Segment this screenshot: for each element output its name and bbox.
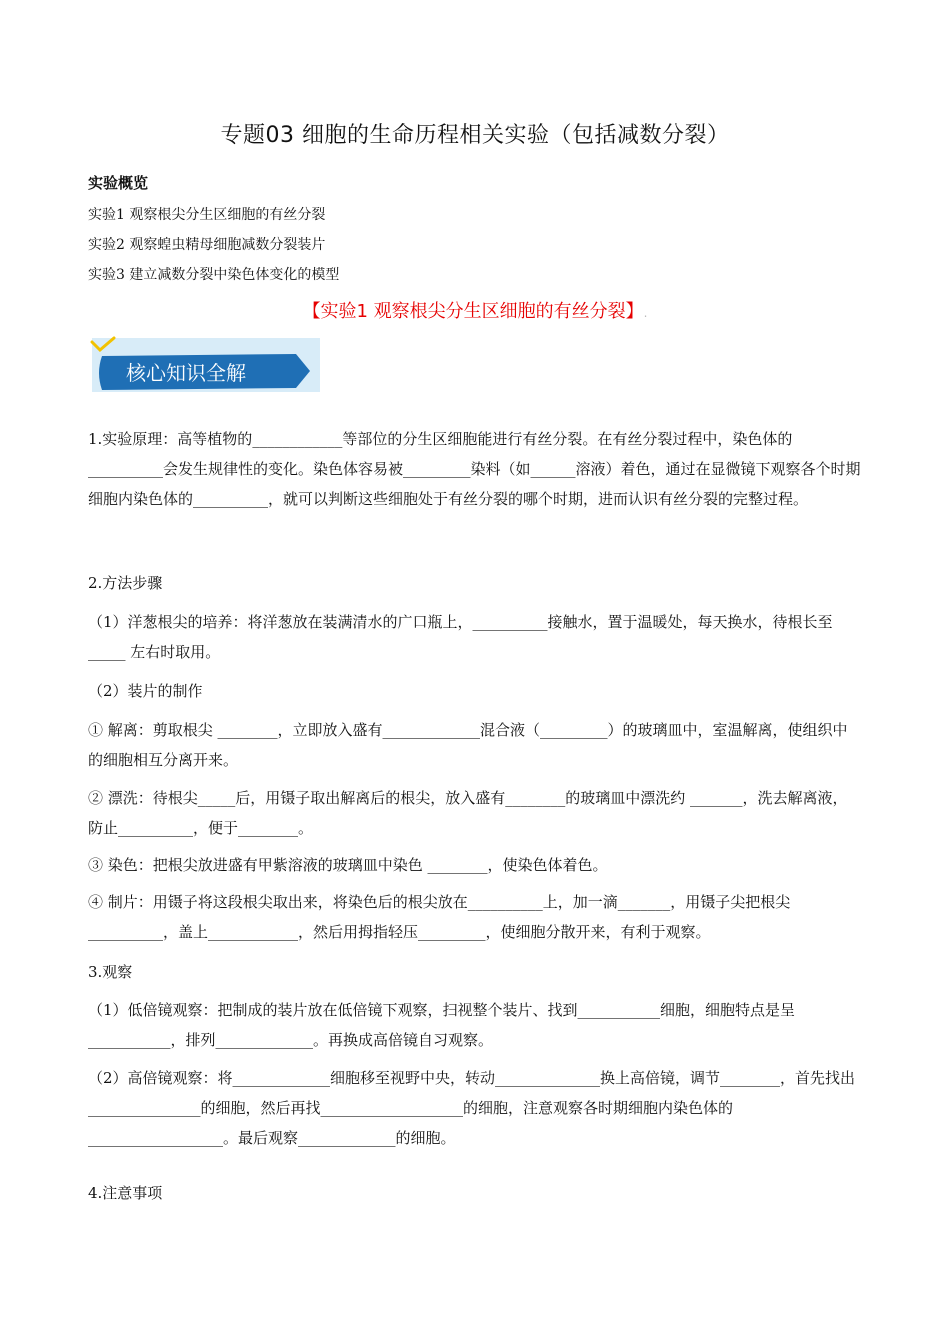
section-title-dot: .	[643, 306, 648, 320]
step-slide-making: （2）装片的制作	[88, 682, 203, 700]
banner-graphic	[88, 336, 323, 396]
section-title	[0, 297, 950, 323]
step-mounting: ④ 制片：用镊子将这段根尖取出来，将染色后的根尖放在__________上，加一滴_______，用镊子尖把根尖__________，盖上____________，然后用拇指轻压_________，使细胞分散开来，有利于观察。	[88, 893, 791, 941]
observation-heading: 3.观察	[88, 963, 133, 981]
low-power-observation: （1）低倍镜观察：把制成的装片放在低倍镜下观察，扫视整个装片、找到___________细胞，细胞特点是呈___________，排列_____________。再换成高倍镜自习观察。	[88, 1001, 796, 1049]
high-power-observation: （2）高倍镜观察：将_____________细胞移至视野中央，转动______________换上高倍镜，调节________，首先找出_______________的细胞，然后再找___________________的细胞，注意观察各时期细胞内染色体的__________________。最后观察_____________的细胞。	[88, 1069, 856, 1147]
page-title: 专题03 细胞的生命历程相关实验（包括减数分裂）	[220, 123, 730, 148]
overview-heading: 实验概览	[88, 174, 149, 192]
step-dissociation: ① 解离：剪取根尖 ________，立即放入盛有_____________混合液（_________）的玻璃皿中，室温解离，使组织中的细胞相互分离开来。	[88, 721, 848, 769]
notes-heading: 4.注意事项	[88, 1184, 163, 1202]
step-rinsing: ② 漂洗：待根尖_____后，用镊子取出解离后的根尖，放入盛有________的玻璃皿中漂洗约 _______，洗去解离液，防止__________，便于________。	[88, 789, 848, 837]
core-knowledge-banner	[88, 336, 323, 396]
section-title-text: 【实验1 观察根尖分生区细胞的有丝分裂】	[302, 301, 644, 322]
overview-item-1: 实验1 观察根尖分生区细胞的有丝分裂	[88, 207, 326, 223]
overview-item-2: 实验2 观察蝗虫精母细胞减数分裂装片	[88, 237, 326, 253]
principle-paragraph: 1.实验原理：高等植物的____________等部位的分生区细胞能进行有丝分裂。在有丝分裂过程中，染色体的__________会发生规律性的变化。染色体容易被_________染料（如______溶液）着色，通过在显微镜下观察各个时期细胞内染色体的__________，就可以判断这些细胞处于有丝分裂的哪个时期，进而认识有丝分裂的完整过程。	[88, 430, 861, 508]
banner-label: 核心知识全解	[126, 361, 246, 385]
method-heading: 2.方法步骤	[88, 574, 163, 592]
step-cultivation: （1）洋葱根尖的培养：将洋葱放在装满清水的广口瓶上，__________接触水，置于温暖处，每天换水，待根长至 _____ 左右时取用。	[88, 613, 833, 661]
overview-item-3: 实验3 建立减数分裂中染色体变化的模型	[88, 267, 340, 283]
step-staining: ③ 染色：把根尖放进盛有甲紫溶液的玻璃皿中染色 ________，使染色体着色。	[88, 856, 608, 874]
